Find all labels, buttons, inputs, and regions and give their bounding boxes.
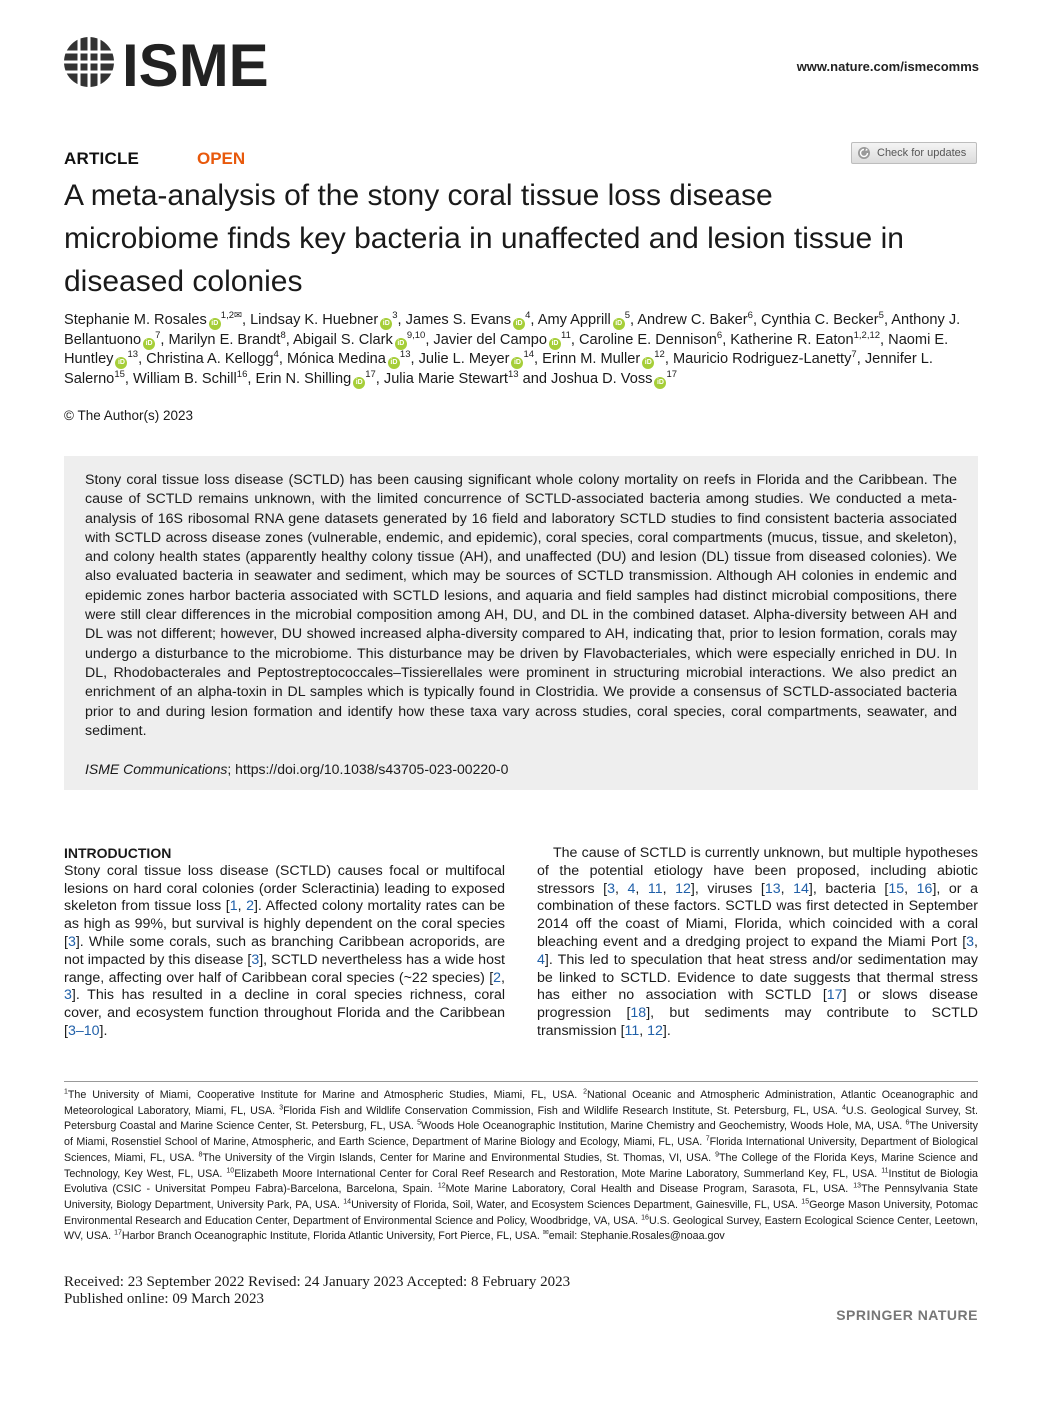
author-name[interactable]: Marilyn E. Brandt — [168, 331, 281, 348]
author-affiliation-marker: 5 — [878, 310, 884, 322]
affiliation-number: 6 — [905, 1119, 910, 1127]
author-affiliation-marker: 8 — [280, 329, 286, 341]
affiliation-number: 12 — [437, 1182, 446, 1190]
author-affiliation-marker: 6 — [716, 329, 723, 341]
affiliation-text: The University of the Virgin Islands, Center for Marine and Environmental Studies, St. Thomas, VI, USA. — [202, 1151, 716, 1164]
orcid-icon[interactable]: iD — [353, 377, 365, 389]
affiliation-text: The University of Miami, Cooperative Institute for Marine and Atmospheric Studies, Miami, FL, USA. — [67, 1089, 584, 1101]
abstract-box — [64, 456, 978, 790]
orcid-icon[interactable]: iD — [115, 357, 127, 369]
affiliation-text: Harbor Branch Oceanographic Institute, Florida Atlantic University, Fort Pierce, FL, USA. — [121, 1230, 543, 1243]
orcid-icon[interactable]: iD — [549, 338, 561, 350]
orcid-icon[interactable]: iD — [654, 377, 666, 389]
author-name[interactable]: Andrew C. Baker — [637, 312, 748, 328]
received-revised-accepted-dates: Received: 23 September 2022 Revised: 24 January 2023 Accepted: 8 February 2023 — [64, 1274, 571, 1290]
orcid-icon[interactable]: iD — [380, 318, 392, 330]
affiliation-number: 3 — [279, 1104, 284, 1112]
affiliation-number: 4 — [841, 1104, 846, 1112]
article-type-label: ARTICLE — [64, 149, 140, 168]
author-affiliation-marker: 17 — [666, 368, 678, 380]
author-name[interactable]: Mauricio Rodriguez-Lanetty — [672, 351, 852, 368]
reference-link[interactable]: 13 — [764, 880, 781, 897]
affiliation-number: 13 — [853, 1182, 862, 1190]
author-affiliation-marker: 11 — [560, 329, 571, 341]
author-name[interactable]: Javier del Campo — [433, 331, 547, 348]
orcid-icon[interactable]: iD — [642, 357, 654, 369]
affiliation-text: University of Florida, Soil, Water, and Ecosystem Sciences Department, Gainesville, FL, USA. — [351, 1198, 802, 1211]
reference-link[interactable]: 3 — [251, 951, 260, 968]
affiliation-number: 7 — [705, 1135, 710, 1143]
author-affiliation-marker: 12 — [654, 349, 665, 361]
reference-link[interactable]: 11 — [647, 880, 663, 897]
affiliation-text: U.S. Geological Survey, St. Petersburg Coastal and Marine Science Center, St. Petersburg, FL, USA. — [64, 1104, 979, 1133]
author-name[interactable]: Katherine R. Eaton — [730, 331, 854, 348]
author-name[interactable]: Jennifer L. Salerno — [64, 351, 933, 387]
orcid-icon[interactable]: iD — [613, 318, 625, 330]
refresh-icon — [857, 146, 871, 160]
reference-link[interactable]: 4 — [627, 880, 636, 897]
citation-line — [85, 761, 957, 777]
affiliation-text: The College of the Florida Keys, Marine Science and Technology, Key West, FL, USA. — [64, 1151, 978, 1180]
affiliation-text: Institut de Biologia Evolutiva (CSIC - Universitat Pompeu Fabra)-Barcelona, Barcelona, Spain. — [64, 1167, 978, 1196]
author-affiliation-marker: 6 — [747, 310, 753, 322]
author-affiliation-marker: 14 — [523, 349, 535, 361]
reference-link[interactable]: 3–10 — [67, 1022, 100, 1039]
introduction-left-column — [64, 845, 505, 1041]
author-affiliation-marker: 13 — [399, 349, 411, 361]
author-name[interactable]: Erinn M. Muller — [542, 351, 641, 368]
author-affiliation-marker: 13 — [127, 349, 139, 361]
author-name[interactable]: Caroline E. Dennison — [578, 331, 717, 348]
affiliation-text: Mote Marine Laboratory, Coral Health and Disease Program, Sarasota, FL, USA. — [445, 1183, 854, 1196]
affiliation-number: 11 — [881, 1166, 889, 1174]
doi-link[interactable]: ; https://doi.org/10.1038/s43705-023-00220-0 — [227, 761, 509, 778]
affiliation-number: 8 — [198, 1151, 203, 1159]
author-name[interactable]: Naomi E. Huntley — [64, 331, 949, 368]
reference-link[interactable]: 3 — [64, 987, 72, 1004]
published-online-date: Published online: 09 March 2023 — [64, 1291, 264, 1307]
affiliation-number: 2 — [583, 1088, 587, 1096]
author-name[interactable]: Stephanie M. Rosales — [64, 312, 207, 328]
affiliation-text: Elizabeth Moore International Center for Coral Reef Research and Restoration, Mote Marine Laboratory, Summerland Key, FL, USA. — [234, 1167, 882, 1180]
affiliation-text: email: Stephanie.Rosales@noaa.gov — [548, 1230, 725, 1243]
reference-link[interactable]: 2 — [246, 898, 254, 915]
author-list: Stephanie M. Rosales $iD^{1,2✉}$, Lindsay K. Huebner $iD^3$, James S. Evans $iD^4$, Amy Apprill $iD^5$, Andrew C. Baker$^6$, Cynthia C. Becker$^5$, Anthony J. Bellantuono $iD^7$, Marilyn E. Brandt$^8$, Abigail S. Clark iD$^{9,10}$, Javier del Campo $iD^{11}$, Caroline E. Dennison$^6$, Katherine R. Eaton$^{1,2,12}$, Naomi E. Huntley $iD^{13}$, Christina A. Kellogg$^4$, Mónica Medina $iD^{13}$, Julie L. Meyer $iD^{14}$, Erinn M. Muller $iD^{12}$, Mauricio Rodriguez-Lanetty$^7$, Jennifer L. Salerno$^{15}$, William B. Schill$^{16}$, Erin N. Shilling $iD^{17}$, Julia Marie Stewart$^{13}$ and Joshua D. Voss $iD^{17}$ — [64, 310, 961, 387]
author-name[interactable]: Julia Marie Stewart — [383, 370, 508, 387]
author-affiliation-marker: 15 — [114, 368, 125, 380]
introduction-paragraph-2: The cause of SCTLD is currently unknown, but multiple hypotheses of the potential etiology have been proposed, including abiotic stressors [3, 4, 11, 12], viruses [13, 14], bacteria [15, 16], or a combination of these factors. SCTLD was first detected in September 2014 off the coast of Miami, Florida, which coincided with a coral bleaching event and a dredging project to expand the Miami Port [3, 4]. This led to speculation that heat stress and/or sedimentation may be linked to SCTLD. Evidence to date suggests that thermal stress has either no association with SCTLD [17] or slows disease progression [18], but sediments may contribute to SCTLD transmission [11, 12]. — [537, 845, 978, 1039]
affiliation-number: 10 — [226, 1166, 235, 1174]
affiliation-text: Florida Fish and Wildlife Conservation Commission, Fish and Wildlife Research Institute, St. Petersburg, FL, USA. — [283, 1104, 842, 1117]
author-name[interactable]: Abigail S. Clark — [293, 331, 393, 348]
check-for-updates-button[interactable] — [851, 142, 977, 164]
reference-link[interactable]: 4 — [537, 951, 545, 968]
reference-link[interactable]: 12 — [675, 880, 691, 897]
author-affiliation-marker: 5 — [624, 310, 631, 322]
affiliation-text: National Oceanic and Atmospheric Administration, Atlantic Oceanographic and Meteorological Laboratory, Miami, FL, USA. — [64, 1089, 978, 1117]
reference-link[interactable]: 11 — [624, 1022, 640, 1039]
author-name[interactable]: Cynthia C. Becker — [761, 312, 879, 328]
section-heading: INTRODUCTION — [64, 845, 172, 861]
journal-logo[interactable] — [62, 34, 302, 94]
affiliation-number: 14 — [343, 1198, 352, 1206]
orcid-icon[interactable]: iD — [395, 338, 407, 350]
author-name[interactable]: Lindsay K. Huebner — [250, 312, 379, 328]
author-affiliation-marker: 7 — [155, 329, 161, 341]
logo-text: ISME — [122, 34, 269, 94]
affiliation-number: 9 — [715, 1151, 720, 1159]
affiliation-number: 5 — [417, 1119, 422, 1127]
author-affiliation-marker: 16 — [236, 368, 248, 380]
site-url-link[interactable]: www.nature.com/ismecomms — [796, 59, 979, 74]
author-affiliation-marker: 17 — [365, 368, 376, 380]
affiliation-text: The University of Miami, Rosenstiel School of Marine, Atmospheric, and Earth Science, Department of Marine Biology and Ecology, Miami, FL, USA. — [64, 1120, 978, 1149]
check-for-updates-label: Check for updates — [877, 147, 967, 159]
author-affiliation-marker: 3 — [392, 310, 398, 322]
reference-link[interactable]: 3 — [607, 880, 615, 897]
introduction-right-column — [537, 845, 978, 1041]
author-affiliation-marker: 1,2✉ — [220, 310, 242, 322]
reference-link[interactable]: 3 — [966, 933, 975, 950]
reference-link[interactable]: 18 — [630, 1005, 647, 1022]
affiliation-text: U.S. Geological Survey, Eastern Ecological Science Center, Leetown, WV, USA. — [64, 1214, 978, 1243]
publisher-logo: SPRINGER NATURE — [836, 1307, 978, 1323]
open-access-label: OPEN — [197, 149, 246, 168]
author-name[interactable]: Julie L. Meyer — [418, 351, 510, 368]
affiliation-number: 15 — [801, 1198, 810, 1206]
author-name[interactable]: Christina A. Kellogg — [146, 351, 274, 368]
affiliations-footnote — [64, 1088, 978, 1245]
copyright-notice: © The Author(s) 2023 — [64, 408, 194, 423]
author-name[interactable]: Anthony J. Bellantuono — [64, 312, 961, 348]
affiliation-text: Florida International University, Department of Biological Sciences, Miami, FL, USA. — [64, 1136, 978, 1164]
reference-link[interactable]: 2 — [493, 969, 502, 986]
affiliation-number: 17 — [114, 1229, 122, 1237]
author-name[interactable]: Joshua D. Voss — [551, 370, 653, 387]
orcid-icon[interactable]: iD — [511, 357, 523, 369]
author-affiliation-marker: 13 — [507, 368, 519, 380]
affiliation-text: Woods Hole Oceanographic Institution, Marine Chemistry and Geochemistry, Woods Hole, MA, USA. — [421, 1120, 906, 1133]
author-name[interactable]: Mónica Medina — [286, 351, 386, 368]
affiliation-text: George Mason University, Potomac Environmental Research and Education Center, Department of Environmental Science and Policy, Woodbridge, VA, USA. — [64, 1198, 978, 1227]
author-name[interactable]: William B. Schill — [133, 370, 237, 387]
author-affiliation-marker: 9,10 — [406, 329, 426, 341]
orcid-icon[interactable]: iD — [388, 357, 400, 369]
article-title: A meta-analysis of the stony coral tissue loss disease microbiome finds key bacteria in unaffected and lesion tissue in diseased colonies — [64, 179, 904, 298]
author-affiliation-marker: 4 — [273, 349, 279, 361]
reference-link[interactable]: 14 — [793, 880, 809, 897]
author-name[interactable]: James S. Evans — [405, 312, 512, 328]
reference-link[interactable]: 17 — [826, 987, 843, 1004]
reference-link[interactable]: 12 — [647, 1022, 663, 1039]
abstract-text: Stony coral tissue loss disease (SCTLD) has been causing significant whole colony mortality on reefs in Florida and the Caribbean. The cause of SCTLD remains unknown, with the limited concurrence of SCTLD-associated bacteria among studies. We conducted a meta-analysis of 16S ribosomal RNA gene datasets generated by 16 field and laboratory SCTLD studies to find consistent bacteria associated with SCTLD across disease zones (vulnerable, endemic, and epidemic), coral species, coral compartments (mucus, tissue, and skeleton), and colony health states (apparently healthy colony tissue (AH), and unaffected (DU) and lesion (DL) tissue from diseased colonies). We also evaluated bacteria in seawater and sediment, which may be sources of SCTLD transmission. Although AH colonies in endemic and epidemic zones harbor bacteria associated with SCTLD lesions, and aquaria and field samples had distinct microbial compositions, there were still clear differences in the microbial composition among AH, DU, and DL in the combined dataset. Alpha-diversity between AH and DL was not different; however, DU showed increased alpha-diversity compared to AH, indicating that, prior to lesion formation, corals may undergo a disturbance to the microbiome. This disturbance may be driven by Flavobacteriales, which were especially enriched in DU. In DL, Rhodobacterales and Peptostreptococcales–Tissierellales were prominent in structuring microbial interactions. We also predict an enrichment of an alpha-toxin in DL samples which is typically found in Clostridia. We provide a consensus of SCTLD-associated bacteria prior to and during lesion formation and identify how these taxa vary across studies, coral species, coral compartments, seawater, and sediment. — [85, 472, 957, 739]
orcid-icon[interactable]: iD — [513, 318, 525, 330]
introduction-paragraph-1: Stony coral tissue loss disease (SCTLD) causes focal or multifocal lesions on hard coral colonies (order Scleractinia) leading to exposed skeleton from tissue loss [1, 2]. Affected colony mortality rates can be as high as 99%, but survival is highly dependent on the coral species [3]. While some corals, such as branching Caribbean acroporids, are not impacted by this disease [3], SCTLD nevertheless has a wide host range, affecting over half of Caribbean coral species (~22 species) [2, 3]. This has resulted in a decline in coral species richness, coral cover, and ecosystem function throughout Florida and the Caribbean [3–10]. — [64, 862, 506, 1039]
orcid-icon[interactable]: iD — [209, 318, 221, 330]
journal-name: ISME Communications — [85, 761, 228, 778]
reference-link[interactable]: 1 — [229, 898, 238, 915]
affiliation-number: 1 — [64, 1088, 68, 1096]
author-name[interactable]: Erin N. Shilling — [255, 370, 352, 387]
author-affiliation-marker: 4 — [525, 310, 531, 322]
author-name[interactable]: Amy Apprill — [537, 312, 611, 328]
reference-link[interactable]: 3 — [67, 933, 76, 950]
reference-link[interactable]: 15 — [888, 880, 905, 897]
footnote-divider — [64, 1081, 978, 1082]
author-affiliation-marker: 7 — [851, 349, 857, 361]
affiliation-text: The Pennsylvania State University, Biology Department, University Park, PA, USA. — [64, 1183, 979, 1211]
author-affiliation-marker: 1,2,12 — [853, 329, 881, 341]
affiliation-number: 16 — [641, 1214, 649, 1222]
reference-link[interactable]: 16 — [916, 880, 933, 897]
affiliation-number: ✉ — [542, 1229, 549, 1237]
orcid-icon[interactable]: iD — [143, 338, 155, 350]
